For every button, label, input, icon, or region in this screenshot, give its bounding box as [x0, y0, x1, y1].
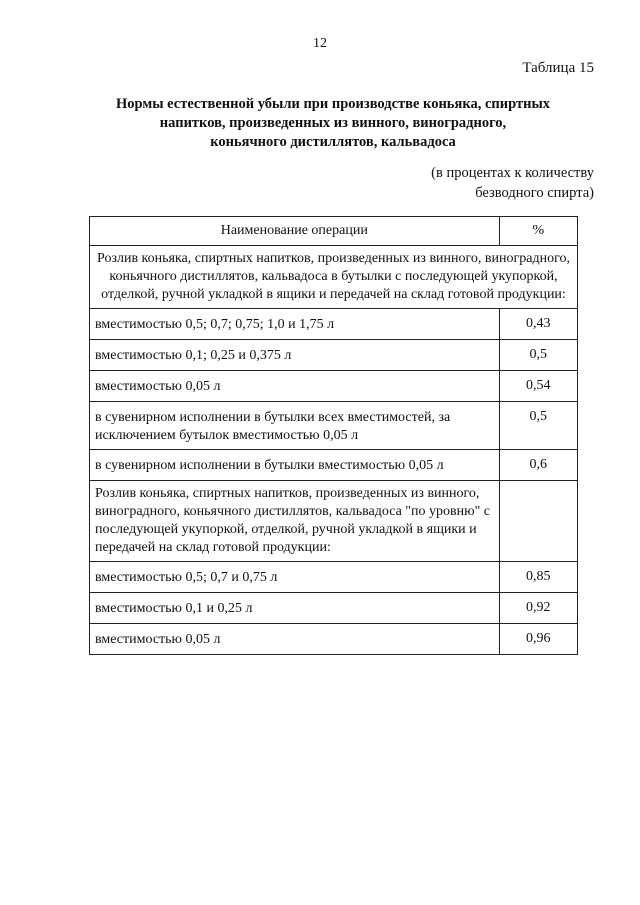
header-operation: Наименование операции: [90, 217, 500, 246]
row-operation: вместимостью 0,5; 0,7 и 0,75 л: [90, 562, 500, 593]
row-operation: вместимостью 0,1; 0,25 и 0,375 л: [90, 340, 500, 371]
row-percent: 0,96: [499, 624, 577, 655]
row-operation: в сувенирном исполнении в бутылки всех вместимостей, за исключением бутылок вместимостью 0,05 л: [90, 402, 500, 450]
header-percent: %: [499, 217, 577, 246]
row-operation: вместимостью 0,05 л: [90, 371, 500, 402]
document-title: [90, 95, 576, 152]
row-percent: 0,5: [499, 340, 577, 371]
row-percent: 0,6: [499, 450, 577, 481]
table-row: [90, 593, 578, 624]
section-2-row: [90, 481, 578, 562]
page-number: 12: [313, 36, 327, 51]
units-line-2: безводного спирта): [475, 185, 594, 201]
table-row: [90, 371, 578, 402]
units-line-1: (в процентах к количеству: [431, 165, 594, 181]
section-1-text: Розлив коньяка, спиртных напитков, произведенных из винного, виноградного, коньячного дистиллятов, кальвадоса в бутылки с последующей укупоркой, отделкой, ручной укладкой в ящики и передачей на склад готовой продукции:: [90, 246, 578, 309]
section-2-empty: [499, 481, 577, 562]
table-row: [90, 450, 578, 481]
table-row: [90, 624, 578, 655]
row-percent: 0,92: [499, 593, 577, 624]
table-row: [90, 562, 578, 593]
norms-table: [89, 216, 578, 655]
table-row: [90, 402, 578, 450]
title-line-2: напитков, произведенных из винного, виноградного,: [159, 115, 507, 131]
table-label: Таблица 15: [522, 60, 594, 76]
title-line-1: Нормы естественной убыли при производстве коньяка, спиртных: [115, 96, 551, 112]
row-operation: вместимостью 0,05 л: [90, 624, 500, 655]
row-operation: вместимостью 0,1 и 0,25 л: [90, 593, 500, 624]
row-operation: в сувенирном исполнении в бутылки вместимостью 0,05 л: [90, 450, 500, 481]
row-percent: 0,54: [499, 371, 577, 402]
row-operation: вместимостью 0,5; 0,7; 0,75; 1,0 и 1,75 л: [90, 309, 500, 340]
table-row: [90, 340, 578, 371]
row-percent: 0,43: [499, 309, 577, 340]
units-note: [431, 163, 594, 203]
title-line-3: коньячного дистиллятов, кальвадоса: [210, 134, 456, 150]
row-percent: 0,5: [499, 402, 577, 450]
section-1-row: [90, 246, 578, 309]
table-header-row: [90, 217, 578, 246]
row-percent: 0,85: [499, 562, 577, 593]
section-2-text: Розлив коньяка, спиртных напитков, произведенных из винного, виноградного, коньячного дистиллятов, кальвадоса "по уровню" с последующей укупоркой, отделкой, ручной укладкой в ящики и передачей на склад готовой продукции:: [90, 481, 500, 562]
table-row: [90, 309, 578, 340]
